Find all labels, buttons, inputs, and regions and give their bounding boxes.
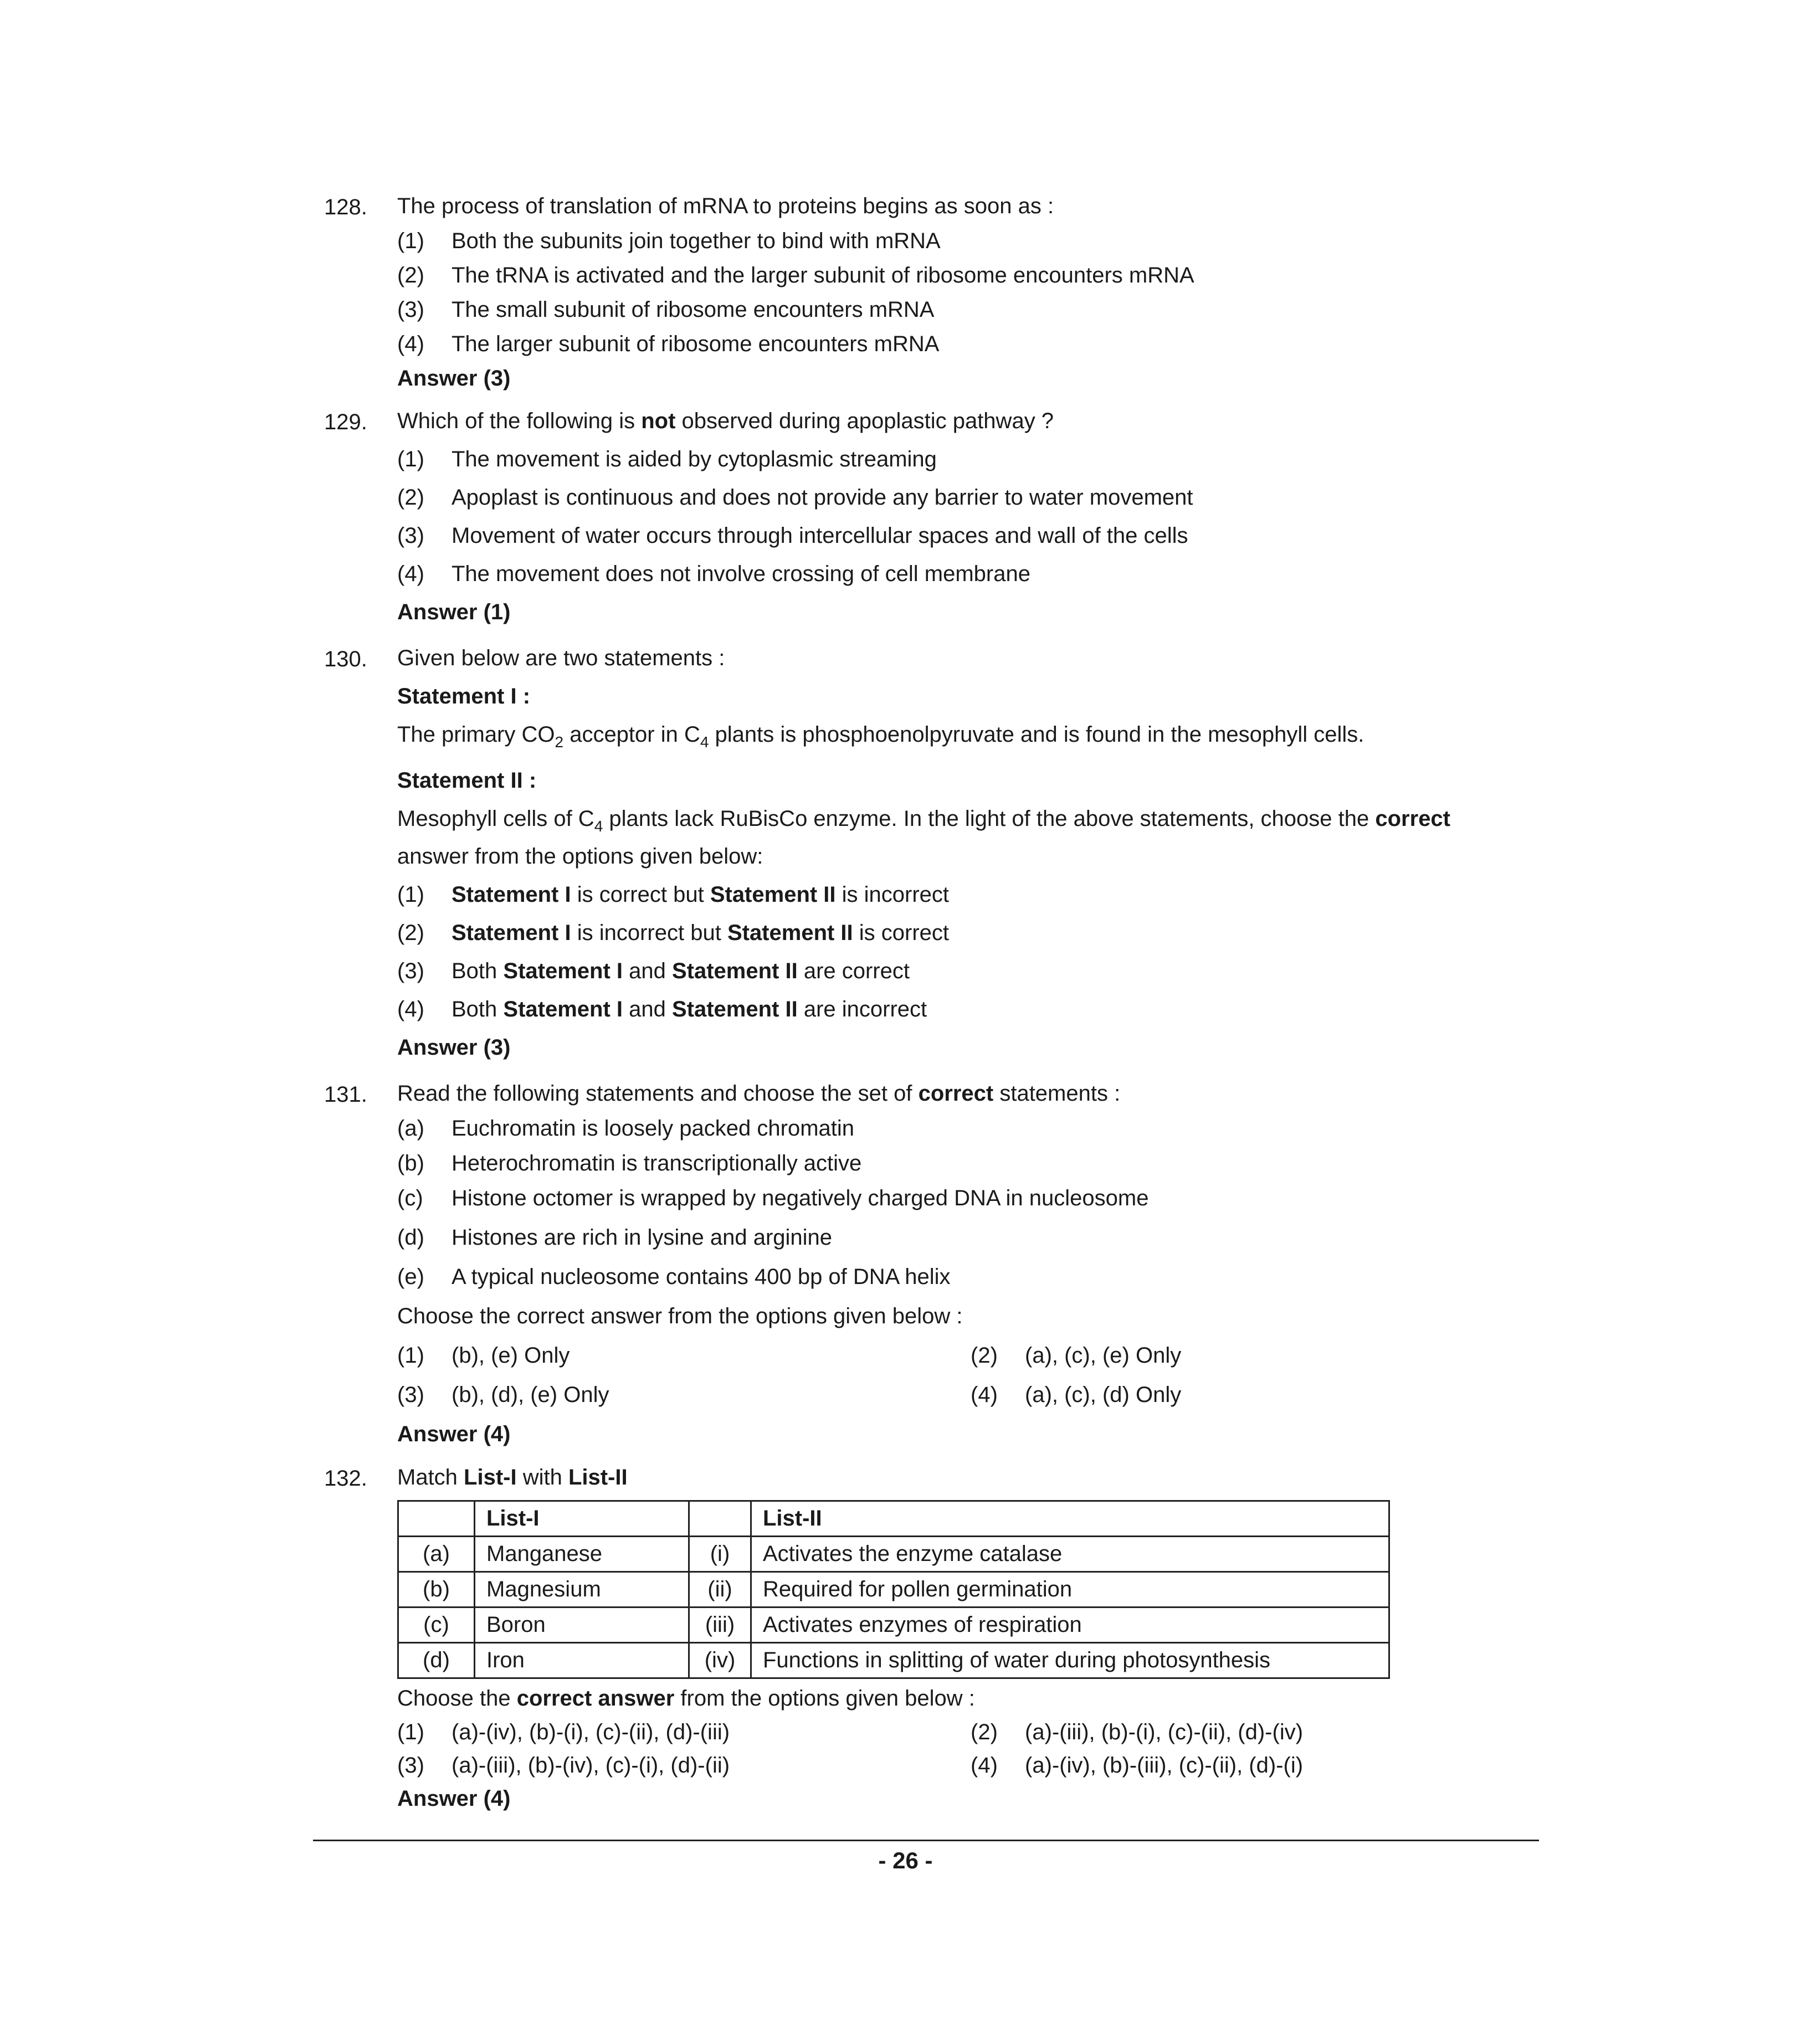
table-row: (b) Magnesium (ii) Required for pollen germination xyxy=(398,1572,1389,1608)
statement-2-continuation: answer from the options given below: xyxy=(397,844,763,869)
answer: Answer (4) xyxy=(397,1422,511,1446)
option-1: (1) (b), (e) Only xyxy=(397,1343,570,1368)
option-3: (3) Movement of water occurs through intercellular spaces and wall of the cells xyxy=(397,523,1188,548)
question-text: The process of translation of mRNA to proteins begins as soon as : xyxy=(397,194,1054,218)
table-row: (d) Iron (iv) Functions in splitting of water during photosynthesis xyxy=(398,1643,1389,1678)
question-number: 132. xyxy=(324,1466,367,1491)
statement-c: (c) Histone octomer is wrapped by negatively charged DNA in nucleosome xyxy=(397,1186,1149,1210)
answer: Answer (3) xyxy=(397,366,511,391)
choose-instruction: Choose the correct answer from the options given below : xyxy=(397,1304,963,1328)
option-3: (3) (a)-(iii), (b)-(iv), (c)-(i), (d)-(ii) xyxy=(397,1753,730,1778)
option-2: (2) (a)-(iii), (b)-(i), (c)-(ii), (d)-(iv) xyxy=(971,1720,1304,1744)
statement-1-text: The primary $CO_2$ acceptor in $C_4$ plants is phosphoenolpyruvate and is found in the mesophyll cells. xyxy=(397,722,1364,751)
option-4: (4) (a)-(iv), (b)-(iii), (c)-(ii), (d)-(i) xyxy=(971,1753,1304,1778)
answer: Answer (1) xyxy=(397,600,511,624)
question-text: Which of the following is not observed during apoplastic pathway ? xyxy=(397,409,1054,433)
option-2: (2) The tRNA is activated and the larger subunit of ribosome encounters mRNA xyxy=(397,263,1194,287)
list-1-header: List-I xyxy=(475,1501,689,1537)
option-1: (1) (a)-(iv), (b)-(i), (c)-(ii), (d)-(iii) xyxy=(397,1720,730,1744)
choose-instruction: Choose the correct answer from the options given below : xyxy=(397,1686,975,1711)
table-header-row xyxy=(398,1501,1389,1537)
question-text: Read the following statements and choose the set of correct statements : xyxy=(397,1081,1121,1106)
question-number: 130. xyxy=(324,647,367,671)
question-number: 131. xyxy=(324,1082,367,1107)
option-4: (4) Both Statement I and Statement II are incorrect xyxy=(397,997,927,1021)
match-table xyxy=(397,1500,1390,1679)
table-row: (a) Manganese (i) Activates the enzyme catalase xyxy=(398,1537,1389,1572)
option-4: (4) The movement does not involve crossing of cell membrane xyxy=(397,562,1030,586)
option-2: (2) Statement I is incorrect but Statement II is correct xyxy=(397,921,950,945)
statement-2-text: Mesophyll cells of $C_4$ plants lack RuBisCo enzyme. In the light of the above statements, choose the correct xyxy=(397,807,1450,835)
option-1: (1) Statement I is correct but Statement II is incorrect xyxy=(397,882,950,907)
statement-2-label: Statement II : xyxy=(397,768,537,793)
page-number: - 26 - xyxy=(878,1847,933,1873)
statement-1-label: Statement I : xyxy=(397,684,531,708)
option-2: (2) Apoplast is continuous and does not provide any barrier to water movement xyxy=(397,485,1193,510)
table-row: (c) Boron (iii) Activates enzymes of respiration xyxy=(398,1608,1389,1643)
question-text: Given below are two statements : xyxy=(397,646,725,670)
option-1: (1) Both the subunits join together to bind with mRNA xyxy=(397,229,941,253)
statement-a: (a) Euchromatin is loosely packed chromatin xyxy=(397,1116,855,1141)
answer: Answer (4) xyxy=(397,1786,511,1811)
list-2-header: List-II xyxy=(751,1501,1389,1537)
question-number: 129. xyxy=(324,410,367,434)
option-3: (3) Both Statement I and Statement II are correct xyxy=(397,959,910,983)
footer-divider xyxy=(313,1840,1539,1841)
option-3: (3) The small subunit of ribosome encounters mRNA xyxy=(397,297,935,322)
option-4: (4) (a), (c), (d) Only xyxy=(971,1383,1182,1407)
option-2: (2) (a), (c), (e) Only xyxy=(971,1343,1182,1368)
question-number: 128. xyxy=(324,195,367,219)
answer: Answer (3) xyxy=(397,1035,511,1060)
question-text: Match List-I with List-II xyxy=(397,1465,628,1490)
statement-e: (e) A typical nucleosome contains 400 bp of DNA helix xyxy=(397,1265,951,1289)
option-4: (4) The larger subunit of ribosome encounters mRNA xyxy=(397,332,940,356)
option-3: (3) (b), (d), (e) Only xyxy=(397,1383,609,1407)
option-1: (1) The movement is aided by cytoplasmic streaming xyxy=(397,447,937,471)
statement-b: (b) Heterochromatin is transcriptionally active xyxy=(397,1151,862,1175)
statement-d: (d) Histones are rich in lysine and arginine xyxy=(397,1225,833,1250)
